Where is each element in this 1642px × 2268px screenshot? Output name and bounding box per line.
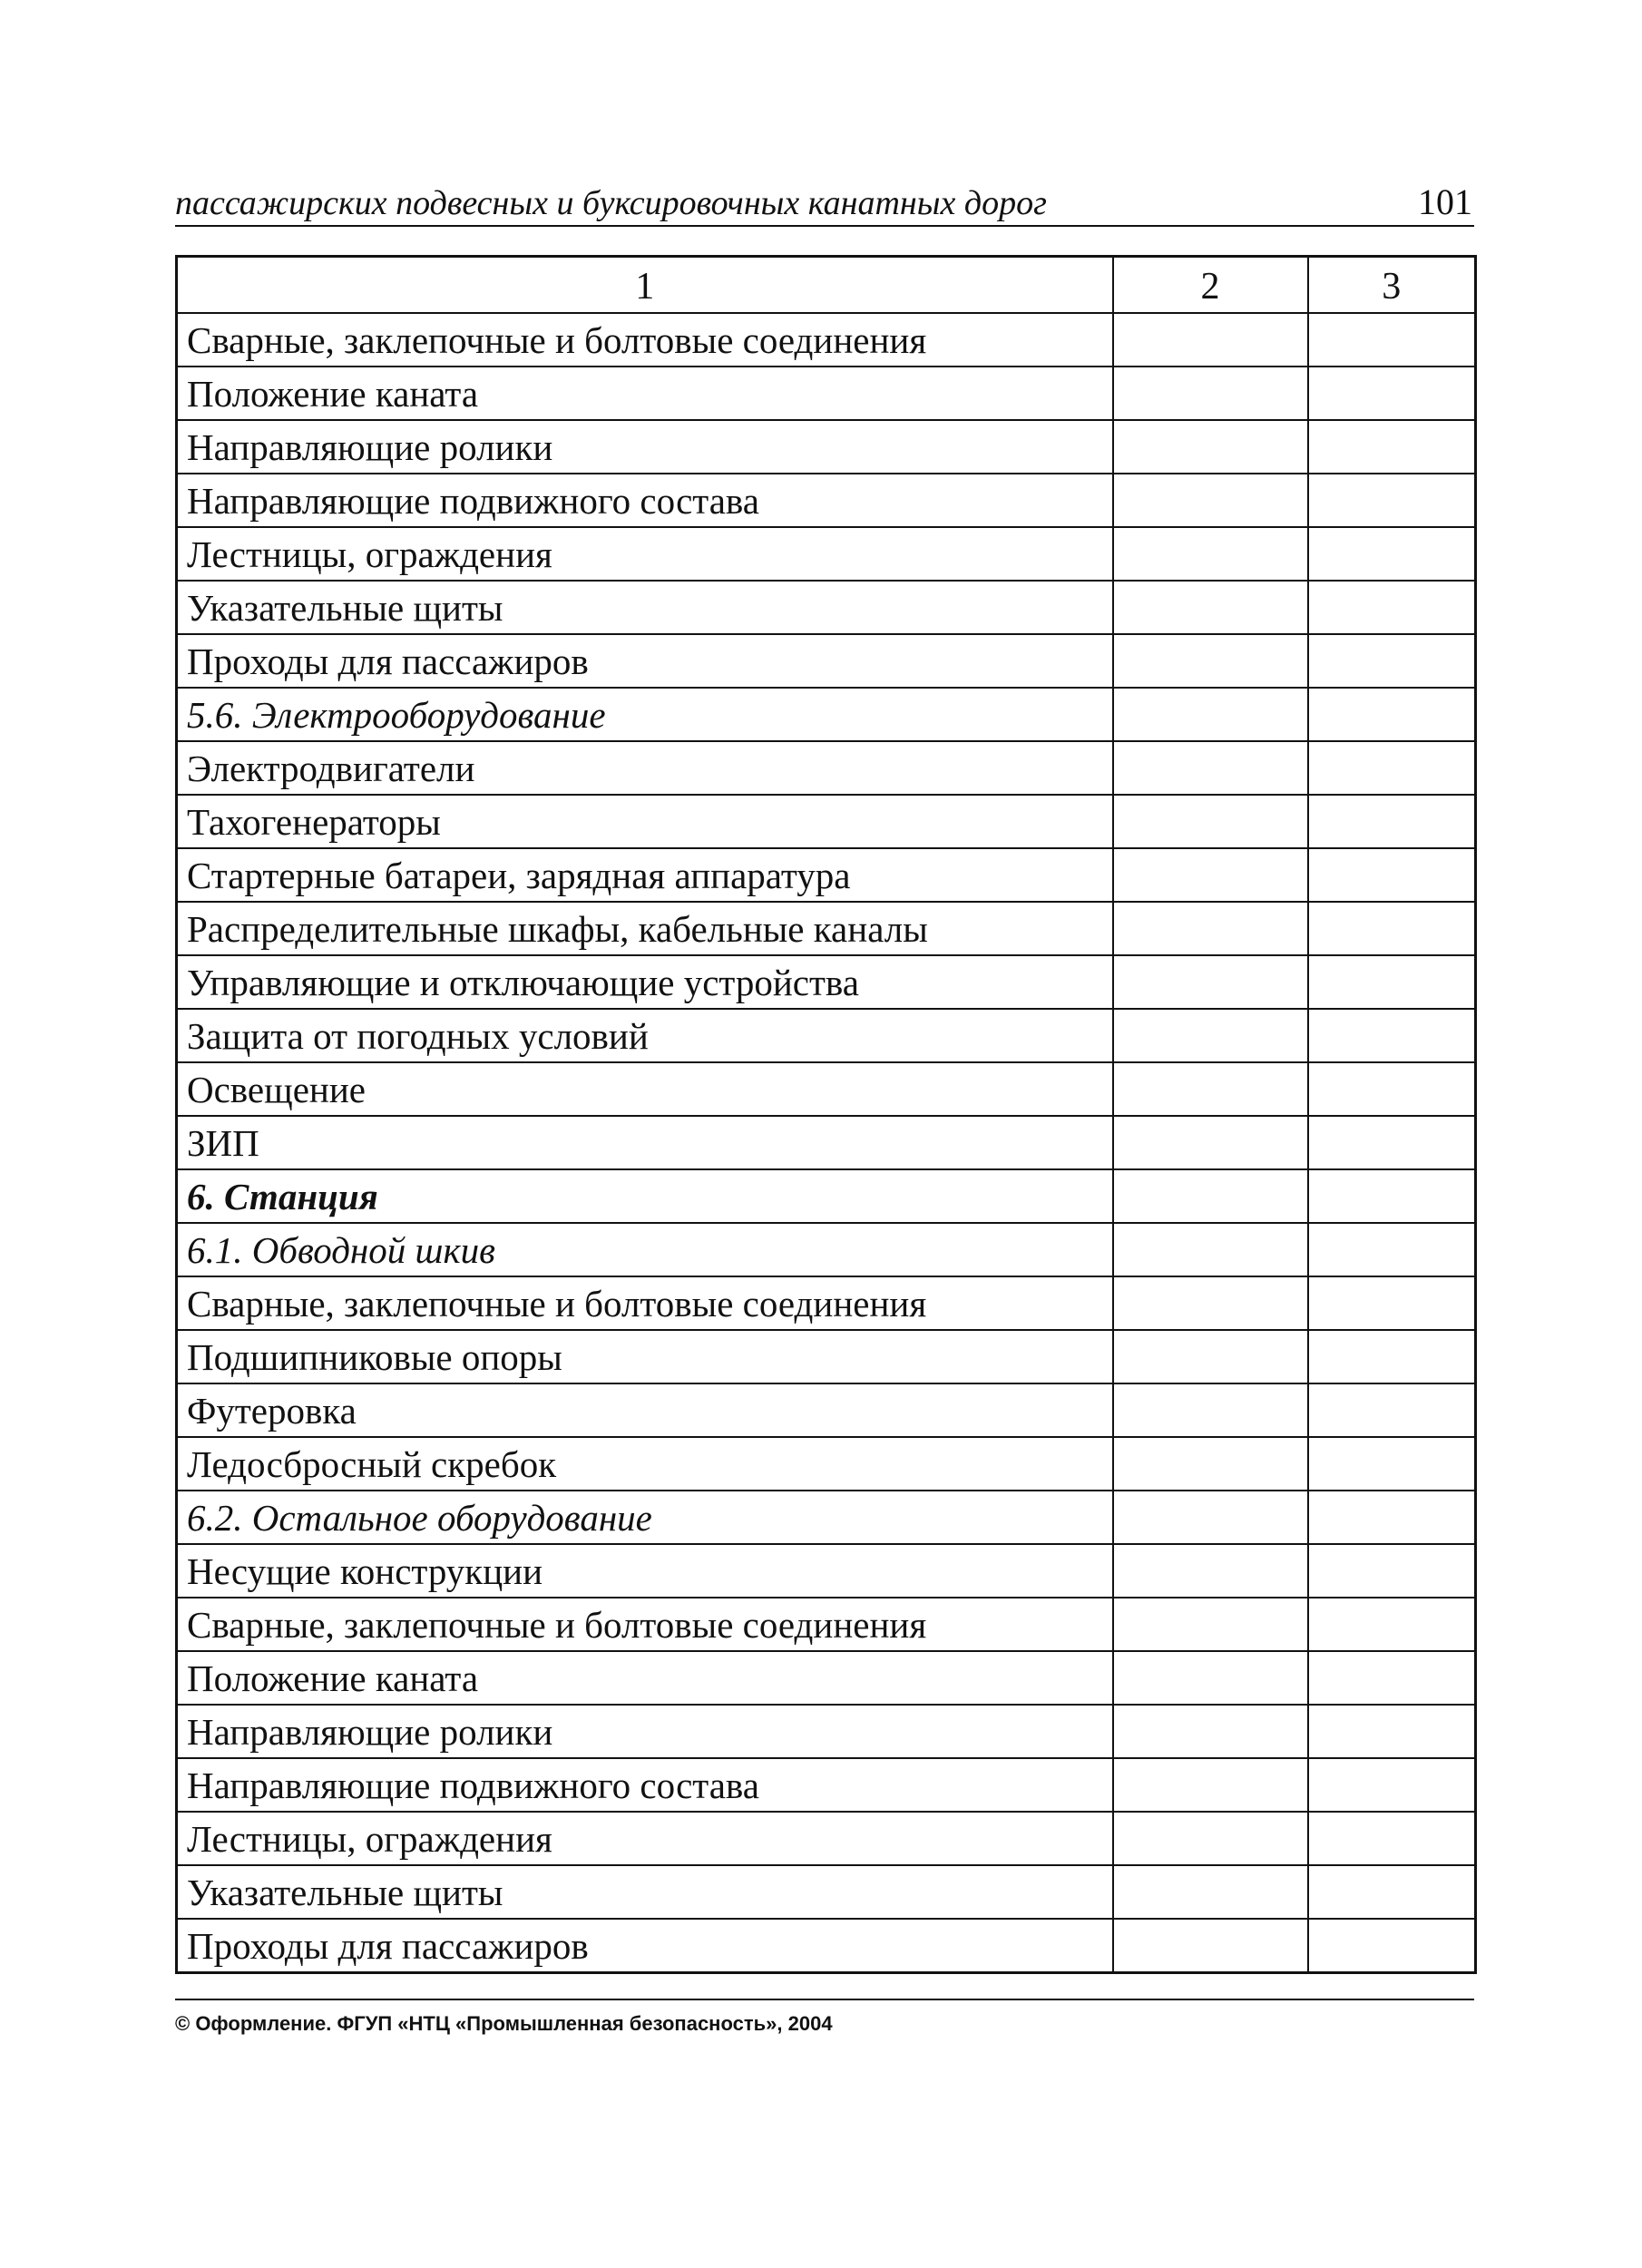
mark-cell-col3 [1308,848,1476,902]
mark-cell-col3 [1308,1383,1476,1437]
mark-cell-col3 [1308,1758,1476,1812]
mark-cell-col3 [1308,1223,1476,1276]
mark-cell-col2 [1113,741,1308,795]
table-row [177,1437,1476,1491]
row-label: Управляющие и отключающие устройства [177,955,1113,1009]
row-label: Сварные, заклепочные и болтовые соединения [177,313,1113,367]
mark-cell-col3 [1308,955,1476,1009]
mark-cell-col3 [1308,1598,1476,1651]
mark-cell-col2 [1113,1062,1308,1116]
row-label: 6.1. Обводной шкив [177,1223,1113,1276]
mark-cell-col3 [1308,1437,1476,1491]
mark-cell-col2 [1113,1437,1308,1491]
mark-cell-col2 [1113,1651,1308,1705]
column-header-3: 3 [1308,257,1476,314]
table-row [177,1544,1476,1598]
mark-cell-col2 [1113,955,1308,1009]
mark-cell-col2 [1113,1383,1308,1437]
row-label: Электродвигатели [177,741,1113,795]
row-label: Ледосбросный скребок [177,1437,1113,1491]
row-label: Положение каната [177,367,1113,420]
mark-cell-col2 [1113,1223,1308,1276]
row-label: Распределительные шкафы, кабельные каналы [177,902,1113,955]
row-label: Несущие конструкции [177,1544,1113,1598]
mark-cell-col3 [1308,420,1476,474]
mark-cell-col3 [1308,474,1476,527]
table-row [177,1758,1476,1812]
mark-cell-col3 [1308,1116,1476,1169]
mark-cell-col2 [1113,1758,1308,1812]
section-heading-row [177,1169,1476,1223]
row-label: Направляющие ролики [177,1705,1113,1758]
mark-cell-col2 [1113,795,1308,848]
table-row [177,1276,1476,1330]
table-row [177,367,1476,420]
section-heading-row [177,688,1476,741]
mark-cell-col2 [1113,367,1308,420]
mark-cell-col2 [1113,1705,1308,1758]
mark-cell-col3 [1308,902,1476,955]
table-row [177,795,1476,848]
mark-cell-col2 [1113,420,1308,474]
row-label: Направляющие ролики [177,420,1113,474]
mark-cell-col2 [1113,581,1308,634]
row-label: ЗИП [177,1116,1113,1169]
mark-cell-col3 [1308,1169,1476,1223]
table-row [177,1116,1476,1169]
mark-cell-col3 [1308,313,1476,367]
row-label: Лестницы, ограждения [177,1812,1113,1865]
mark-cell-col3 [1308,1812,1476,1865]
mark-cell-col2 [1113,634,1308,688]
mark-cell-col2 [1113,1544,1308,1598]
table-row [177,313,1476,367]
row-label: Направляющие подвижного состава [177,474,1113,527]
row-label: Стартерные батареи, зарядная аппаратура [177,848,1113,902]
checklist-table [175,255,1477,1974]
mark-cell-col2 [1113,527,1308,581]
row-label: 6. Станция [177,1169,1113,1223]
row-label: Проходы для пассажиров [177,1919,1113,1973]
mark-cell-col2 [1113,1865,1308,1919]
mark-cell-col3 [1308,741,1476,795]
mark-cell-col2 [1113,688,1308,741]
mark-cell-col2 [1113,1598,1308,1651]
table-row [177,581,1476,634]
section-heading-row [177,1491,1476,1544]
row-label: 6.2. Остальное оборудование [177,1491,1113,1544]
row-label: Положение каната [177,1651,1113,1705]
mark-cell-col2 [1113,1919,1308,1973]
mark-cell-col2 [1113,1330,1308,1383]
row-label: Направляющие подвижного состава [177,1758,1113,1812]
table-row [177,1705,1476,1758]
page-header [175,178,1474,227]
mark-cell-col3 [1308,1009,1476,1062]
table-header-row [177,257,1476,314]
mark-cell-col2 [1113,1491,1308,1544]
mark-cell-col2 [1113,1812,1308,1865]
table-row [177,741,1476,795]
mark-cell-col3 [1308,367,1476,420]
mark-cell-col3 [1308,1330,1476,1383]
row-label: Сварные, заклепочные и болтовые соединения [177,1276,1113,1330]
table-row [177,1009,1476,1062]
mark-cell-col3 [1308,581,1476,634]
table-row [177,1598,1476,1651]
row-label: Лестницы, ограждения [177,527,1113,581]
section-heading-row [177,1223,1476,1276]
table-row [177,1383,1476,1437]
table-row [177,955,1476,1009]
table-row [177,902,1476,955]
table-row [177,1919,1476,1973]
table-row [177,1330,1476,1383]
table-row [177,1812,1476,1865]
table-row [177,1651,1476,1705]
table-body [177,257,1476,1973]
mark-cell-col2 [1113,1169,1308,1223]
mark-cell-col2 [1113,848,1308,902]
row-label: Подшипниковые опоры [177,1330,1113,1383]
column-header-1: 1 [177,257,1113,314]
row-label: Тахогенераторы [177,795,1113,848]
mark-cell-col2 [1113,1276,1308,1330]
row-label: Освещение [177,1062,1113,1116]
row-label: Сварные, заклепочные и болтовые соединения [177,1598,1113,1651]
row-label: Проходы для пассажиров [177,634,1113,688]
mark-cell-col2 [1113,1009,1308,1062]
row-label: Указательные щиты [177,581,1113,634]
table-row [177,527,1476,581]
row-label: 5.6. Электрооборудование [177,688,1113,741]
mark-cell-col2 [1113,313,1308,367]
row-label: Футеровка [177,1383,1113,1437]
mark-cell-col2 [1113,474,1308,527]
copyright-footer: © Оформление. ФГУП «НТЦ «Промышленная безопасность», 2004 [175,2012,833,2035]
mark-cell-col3 [1308,1062,1476,1116]
table-row [177,420,1476,474]
mark-cell-col3 [1308,688,1476,741]
table-row [177,634,1476,688]
row-label: Защита от погодных условий [177,1009,1113,1062]
footer-divider [175,1999,1474,2000]
table-row [177,1062,1476,1116]
mark-cell-col2 [1113,902,1308,955]
mark-cell-col2 [1113,1116,1308,1169]
table-row [177,474,1476,527]
running-title: пассажирских подвесных и буксировочных канатных дорог [175,184,1047,222]
table-row [177,848,1476,902]
mark-cell-col3 [1308,1705,1476,1758]
mark-cell-col3 [1308,1544,1476,1598]
table-row [177,1865,1476,1919]
mark-cell-col3 [1308,795,1476,848]
column-header-2: 2 [1113,257,1308,314]
mark-cell-col3 [1308,1276,1476,1330]
mark-cell-col3 [1308,1919,1476,1973]
page-number: 101 [1418,181,1472,222]
mark-cell-col3 [1308,1651,1476,1705]
mark-cell-col3 [1308,1491,1476,1544]
mark-cell-col3 [1308,634,1476,688]
row-label: Указательные щиты [177,1865,1113,1919]
mark-cell-col3 [1308,527,1476,581]
mark-cell-col3 [1308,1865,1476,1919]
